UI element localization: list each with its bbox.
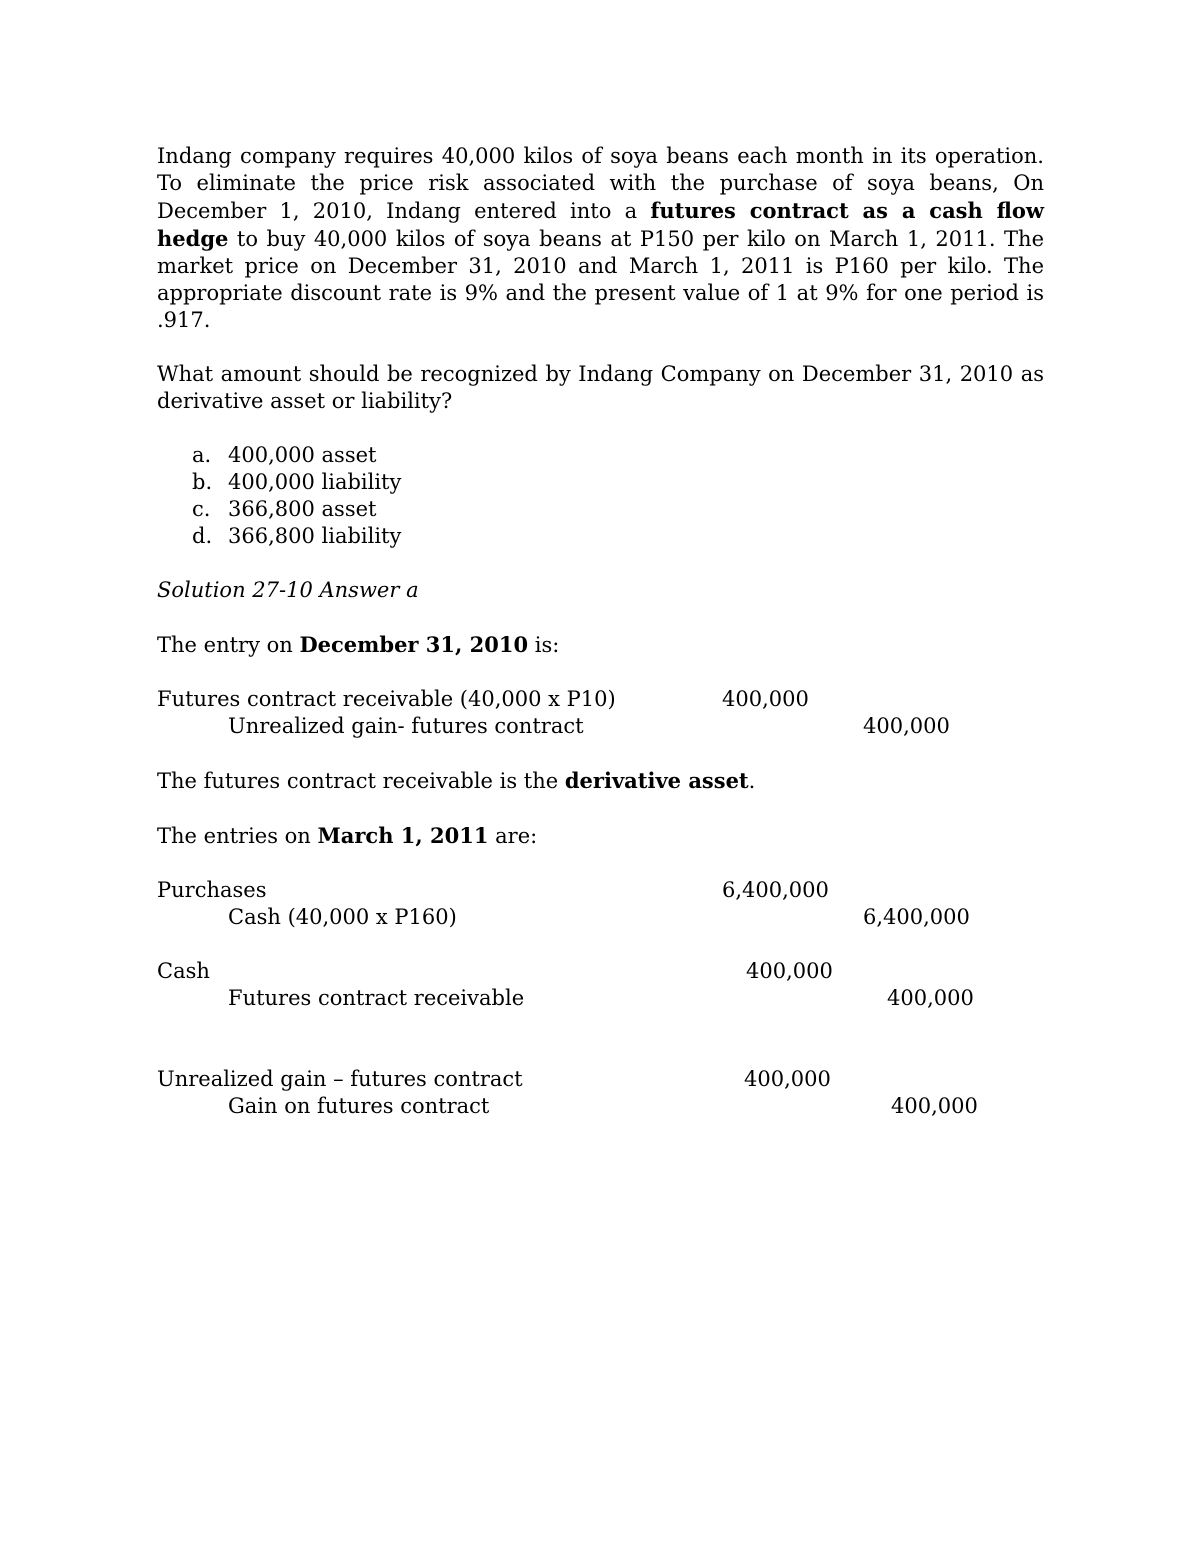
entry1-intro-start: The entry on xyxy=(157,633,300,657)
choice-text: 366,800 asset xyxy=(228,497,377,521)
debit-account: Purchases xyxy=(157,878,267,902)
note-start: The futures contract receivable is the xyxy=(157,769,565,793)
answer-choices xyxy=(157,442,1044,550)
debit-amount: 400,000 xyxy=(744,1067,831,1091)
entry1-intro xyxy=(157,631,1044,659)
debit-amount: 6,400,000 xyxy=(722,878,829,902)
credit-account: Unrealized gain- futures contract xyxy=(228,714,584,738)
choice-text: 400,000 asset xyxy=(228,443,377,467)
problem-text-end: to buy 40,000 kilos of soya beans at P150 per kilo on March 1, 2011. The market price on December 31, 2010 and March 1, 2011 is P160 per kilo. The appropriate discount rate is 9% and the present value of 1 at 9% for one period is .917. xyxy=(157,227,1044,332)
problem-text-start: Indang company requires 40,000 kilos of soya beans each month in its operation. To eliminate the price risk associated with the purchase of soya beans, On December 1, 2010, Indang entered into a xyxy=(157,144,1044,223)
note-bold: derivative asset xyxy=(564,768,749,793)
journal-debit-row xyxy=(157,1066,1044,1093)
debit-amount: 400,000 xyxy=(722,687,809,711)
entry2-intro-start: The entries on xyxy=(157,824,318,848)
choice-letter: c. xyxy=(192,497,211,521)
choice-c xyxy=(157,496,1044,523)
credit-amount: 400,000 xyxy=(891,1094,978,1118)
problem-text-bold: futures contract as a cash flow hedge xyxy=(157,198,1044,251)
choice-a xyxy=(157,442,1044,469)
journal-debit-row xyxy=(157,958,1044,985)
question-paragraph: What amount should be recognized by Indang Company on December 31, 2010 as derivative asset or liability? xyxy=(157,362,1044,413)
journal-credit-row xyxy=(157,904,1044,931)
choice-text: 400,000 liability xyxy=(228,470,402,494)
journal-debit-row xyxy=(157,877,1044,904)
choice-letter: d. xyxy=(192,524,213,548)
document-page xyxy=(157,143,1044,1120)
entry2-intro xyxy=(157,822,1044,850)
credit-amount: 6,400,000 xyxy=(863,905,970,929)
entry1-intro-end: is: xyxy=(528,633,560,657)
solution-heading: Solution 27-10 Answer a xyxy=(157,578,419,602)
entry1-intro-date: December 31, 2010 xyxy=(299,632,529,657)
problem-paragraph xyxy=(157,143,1044,334)
journal-credit-row xyxy=(157,985,1044,1012)
debit-account: Cash xyxy=(157,959,210,983)
choice-letter: b. xyxy=(192,470,213,494)
choice-d xyxy=(157,523,1044,550)
derivative-note xyxy=(157,767,1044,795)
journal-credit-row xyxy=(157,713,1044,740)
choice-b xyxy=(157,469,1044,496)
choice-letter: a. xyxy=(192,443,212,467)
credit-account: Gain on futures contract xyxy=(228,1094,490,1118)
entry2-intro-end: are: xyxy=(488,824,538,848)
journal-debit-row xyxy=(157,686,1044,713)
debit-account: Futures contract receivable (40,000 x P10) xyxy=(157,687,616,711)
choice-text: 366,800 liability xyxy=(228,524,402,548)
entry2-intro-date: March 1, 2011 xyxy=(317,823,489,848)
credit-amount: 400,000 xyxy=(863,714,950,738)
journal-credit-row xyxy=(157,1093,1044,1120)
debit-account: Unrealized gain – futures contract xyxy=(157,1067,523,1091)
credit-account: Futures contract receivable xyxy=(228,986,525,1010)
credit-account: Cash (40,000 x P160) xyxy=(228,905,457,929)
debit-amount: 400,000 xyxy=(746,959,833,983)
credit-amount: 400,000 xyxy=(887,986,974,1010)
note-end: . xyxy=(748,769,756,793)
